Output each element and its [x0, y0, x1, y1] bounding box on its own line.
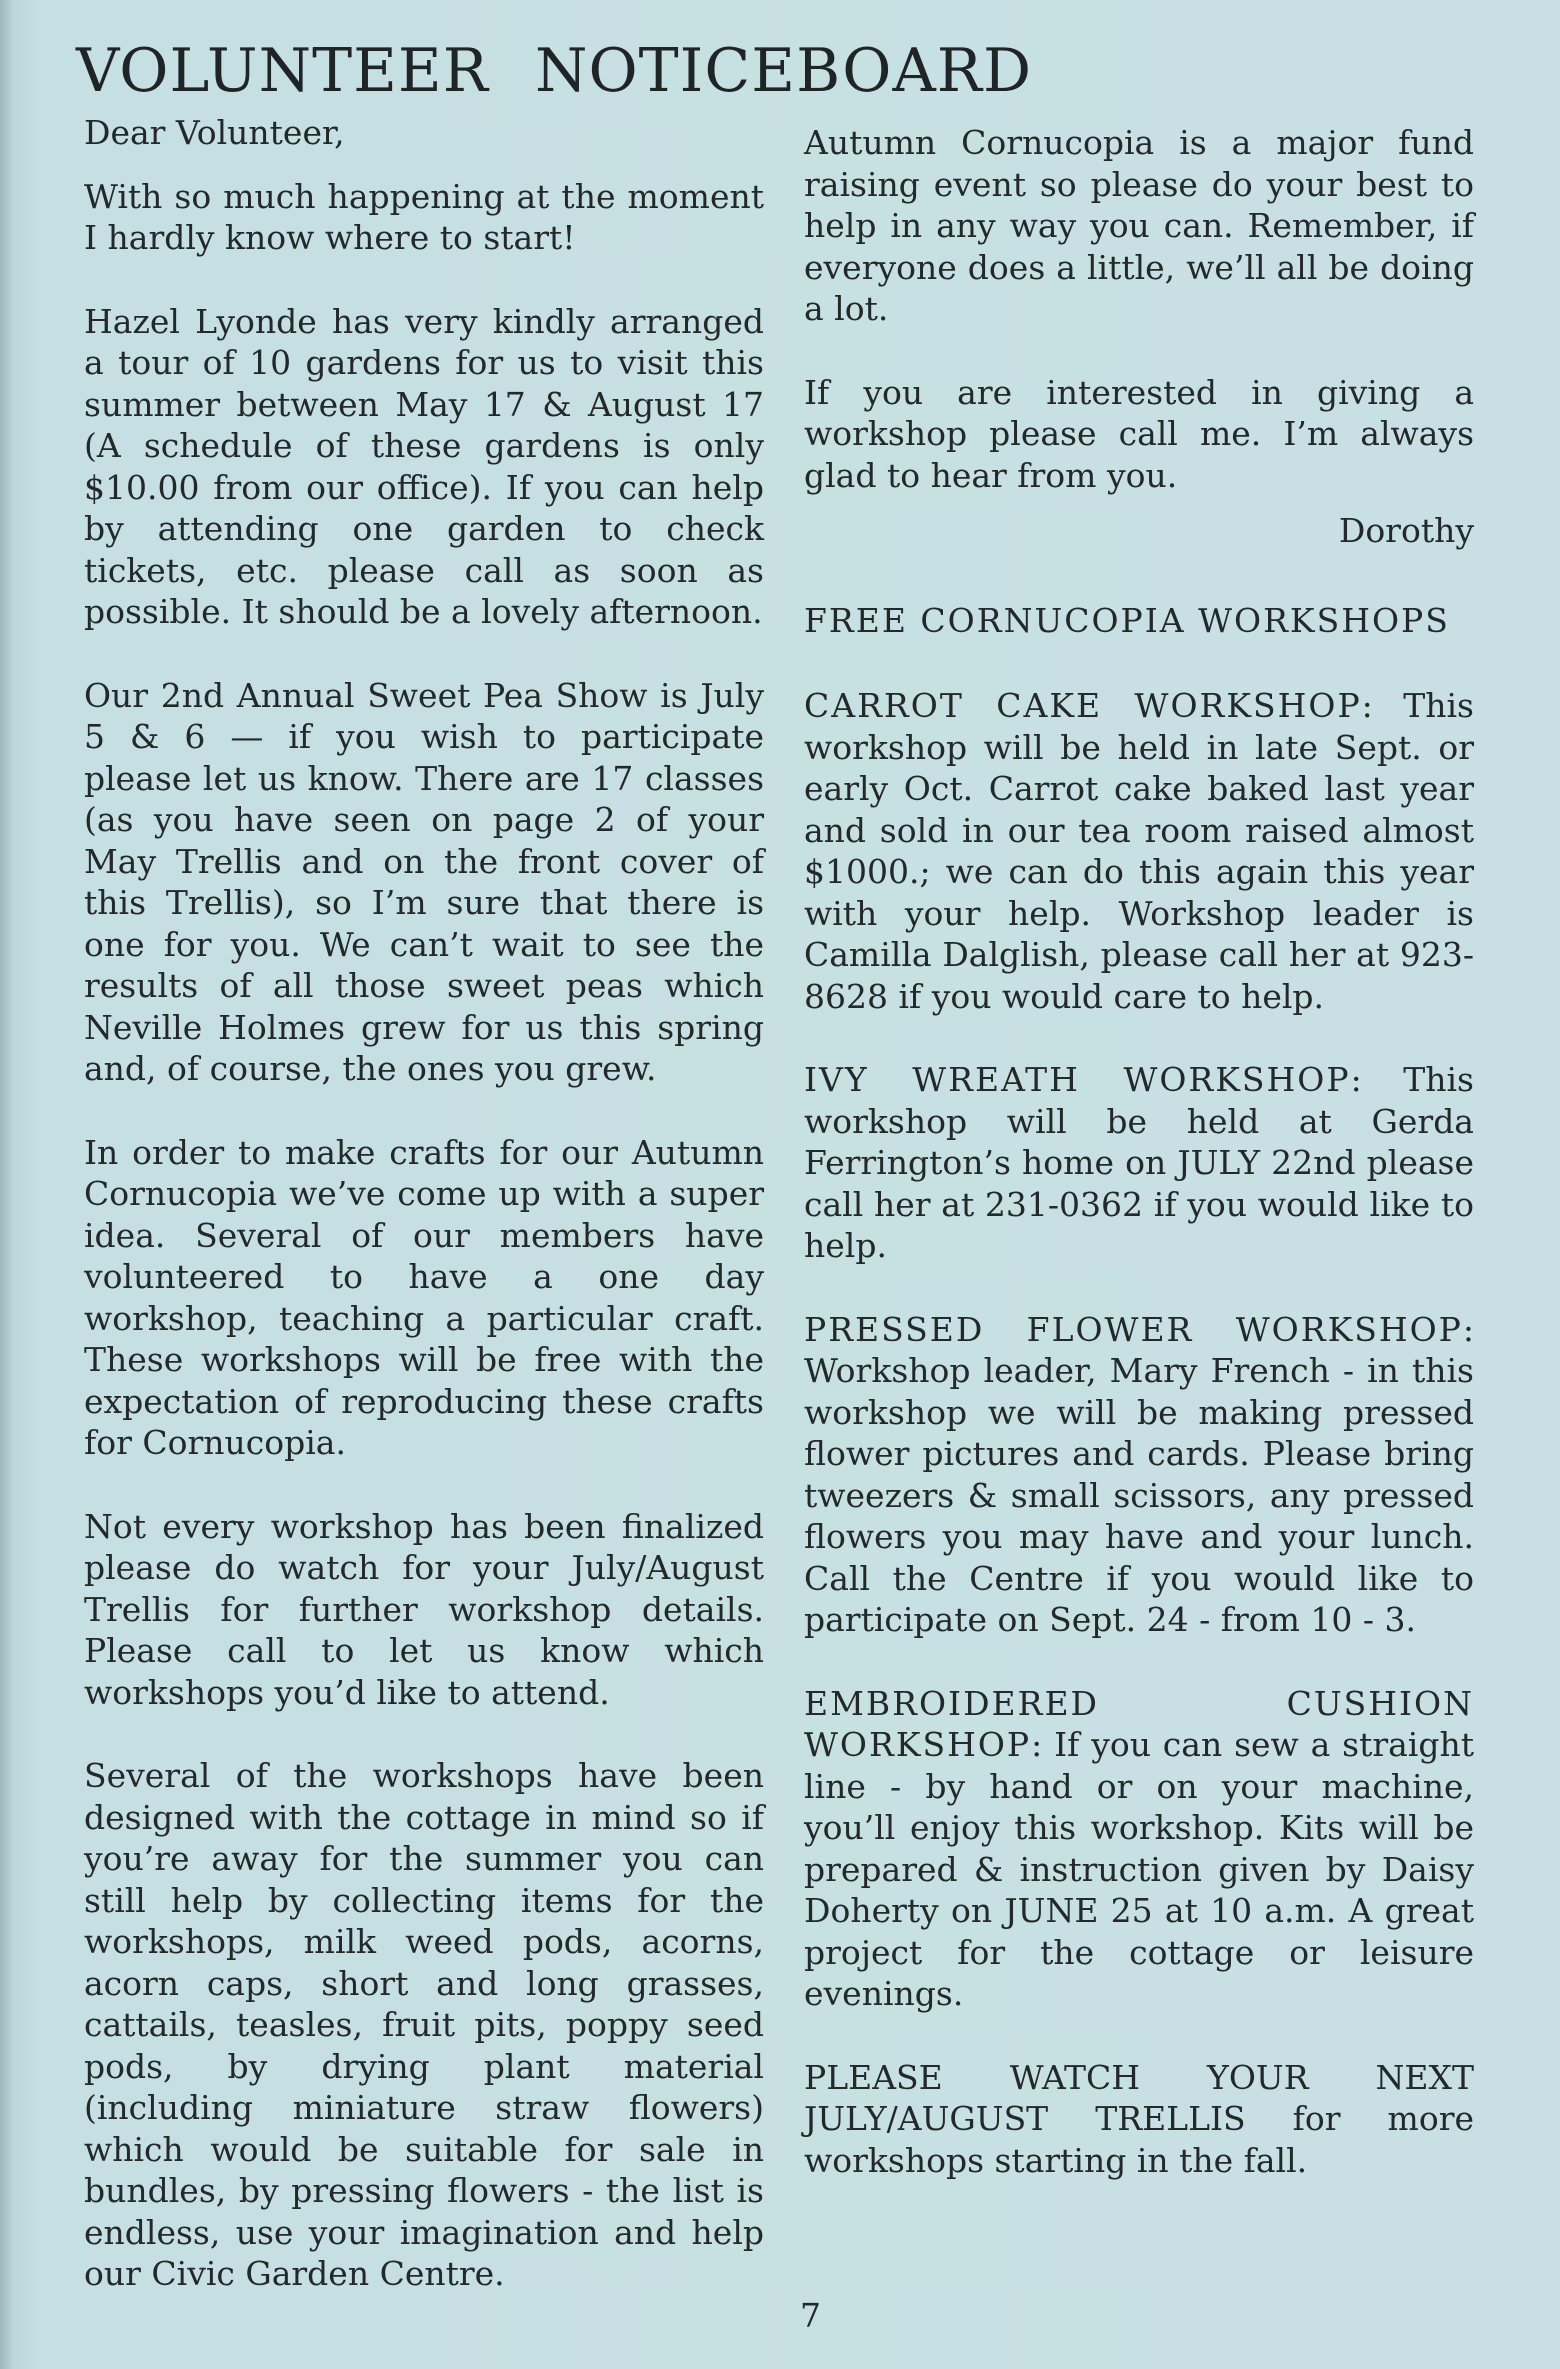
paragraph-cottage: Several of the workshops have been designed with the cottage in mind so if you’re away for the summer you can still help by collecting items for the workshops, milk weed pods, acorns, acorn caps, short and long grasses, cattails, teasles, fruit pits, poppy seed pods, by drying plant material (including miniature straw flowers) which would be suitable for sale in bundles, by pressing flowers - the list is endless, use your imagination and help our Civic Garden Centre.: [84, 1756, 764, 2293]
workshop-title: IVY WREATH WORKSHOP: [804, 1060, 1351, 1099]
page-number: 7: [800, 2296, 821, 2335]
left-column: [84, 112, 764, 2337]
closing-note: PLEASE WATCH YOUR NEXT JULY/AUGUST TRELLIS for more workshops starting in the fall.: [804, 2057, 1474, 2180]
paragraph-sweet-pea-show: Our 2nd Annual Sweet Pea Show is July 5 & 6 — if you wish to participate please let us know. There are 17 classes (as you have seen on page 2 of your May Trellis and on the front cover of this Trellis), so I’m sure that there is one for you. We can’t wait to see the results of all those sweet peas which Neville Holmes grew for us this spring and, of course, the ones you grew.: [84, 675, 764, 1088]
workshop-embroidered-cushion: [804, 1683, 1474, 2015]
signature: Dorothy: [1338, 511, 1474, 550]
paragraph-garden-tour: Hazel Lyonde has very kindly arranged a tour of 10 gardens for us to visit this summer between May 17 & August 17 (A schedule of these gardens is only $10.00 from our office). If you can help by attending one garden to check tickets, etc. please call as soon as possible. It should be a lovely afternoon.: [84, 301, 764, 631]
workshop-carrot-cake: [804, 685, 1474, 1017]
workshop-pressed-flower: [804, 1309, 1474, 1641]
paragraph-give-workshop: If you are interested in giving a workshop please call me. I’m always glad to hear from you.: [804, 372, 1474, 495]
paragraph-opening: With so much happening at the moment I hardly know where to start!: [84, 176, 764, 257]
workshop-title: EMBROIDERED CUSHION WORKSHOP: [804, 1683, 1474, 1764]
workshop-text: : Workshop leader, Mary French - in this workshop we will be making pressed flower pictures and cards. Please bring tweezers & small scissors, any pressed flowers you may have and your lunch. Call the Centre if you would like to participate on Sept. 24 - from 10 - 3.: [804, 1309, 1474, 1639]
page-title: VOLUNTEER NOTICEBOARD: [76, 36, 1033, 106]
paragraph-crafts: In order to make crafts for our Autumn Cornucopia we’ve come up with a super idea. Several of our members have volunteered to have a one day workshop, teaching a particular craft. These workshops will be free with the expectation of reproducing these crafts for Cornucopia.: [84, 1132, 764, 1462]
workshop-title: PRESSED FLOWER WORKSHOP: [804, 1309, 1463, 1349]
workshop-text: : This workshop will be held in late Sept. or early Oct. Carrot cake baked last year and sold in our tea room raised almost $1000.; we can do this again this year with your help. Workshop leader is Camilla Dalglish, please call her at 923-8628 if you would care to help.: [804, 686, 1474, 1016]
right-column: [804, 122, 1474, 2223]
workshop-ivy-wreath: [804, 1059, 1474, 1267]
workshop-text: : If you can sew a straight line - by hand or on your machine, you’ll enjoy this workshop. Kits will be prepared & instruction given by Daisy Doherty on JUNE 25 at 10 a.m. A great project for the cottage or leisure evenings.: [804, 1725, 1474, 2013]
salutation: Dear Volunteer,: [84, 113, 345, 152]
paragraph-finalized: Not every workshop has been finalized please do watch for your July/August Trellis for further workshop details. Please call to let us know which workshops you’d like to attend.: [84, 1506, 764, 1712]
paragraph-fund-raising: Autumn Cornucopia is a major fund raising event so please do your best to help in any way you can. Remember, if everyone does a little, we’ll all be doing a lot.: [804, 123, 1474, 328]
workshop-text: : This workshop will be held at Gerda Ferrington’s home on JULY 22nd please call her at 231-0362 if you would like to help.: [804, 1060, 1474, 1265]
workshops-heading: FREE CORNUCOPIA WORKSHOPS: [804, 600, 1450, 640]
workshop-title: CARROT CAKE WORKSHOP: [804, 686, 1362, 725]
